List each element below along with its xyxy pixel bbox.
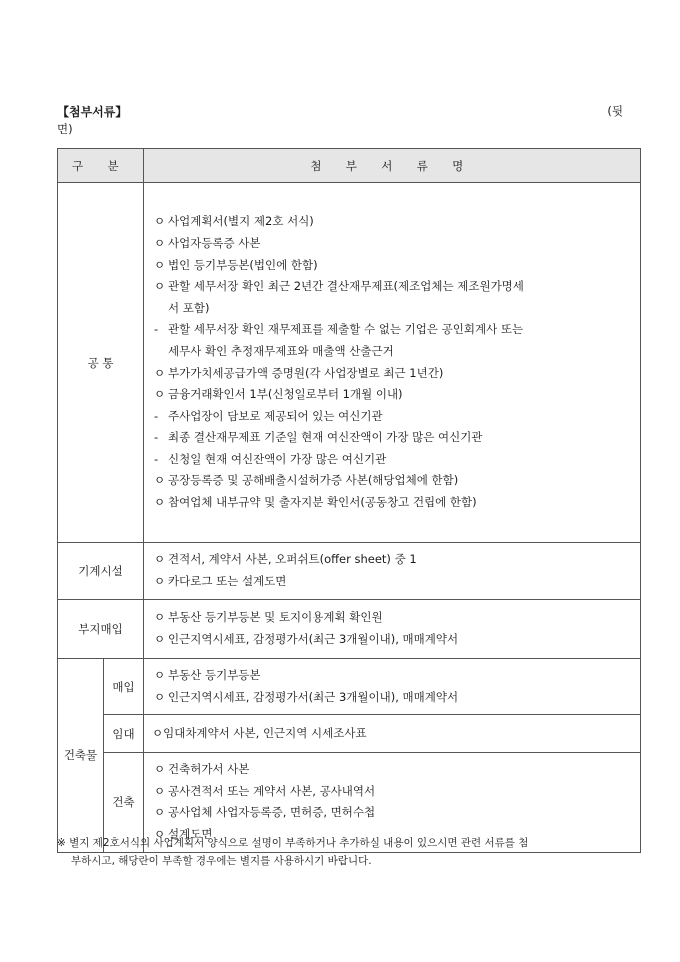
purchase-item-1: 부동산 등기부등본 xyxy=(168,668,261,682)
common-item-4-cont: 서 포함) xyxy=(168,300,210,315)
row-building-lease xyxy=(58,715,641,753)
header-category: 구 분 xyxy=(58,149,144,183)
common-subitem-2: 주사업장이 담보로 제공되어 있는 여신기관 xyxy=(168,408,383,423)
land-item-1: 부동산 등기부등본 및 토지이용계획 확인원 xyxy=(168,610,383,625)
footnote xyxy=(57,834,637,870)
attachment-table xyxy=(57,148,641,853)
subcategory-purchase: 매입 xyxy=(104,659,144,715)
common-item-3: 법인 등기부등본(법인에 한함) xyxy=(168,257,318,272)
lease-doc-list: ㅇ임대차계약서 사본, 인근지역 시세조사표 xyxy=(144,715,641,753)
back-side-label-part1: (뒷 xyxy=(607,104,623,118)
footnote-line-2: 부하시고, 해당란이 부족할 경우에는 별지를 사용하시기 바랍니다. xyxy=(71,855,372,867)
row-land xyxy=(58,600,641,659)
common-doc-list: ㅇ 사업계획서(별지 제2호 서식) ㅇ 사업자등록증 사본 ㅇ 법인 등기부등본(법인에 한함) ㅇ 관할 세무서장 확인 최근 2년간 결산재무제표(제조업체는 제조원가명세 서 포함) - 관할 세무서장 확인 재무제표를 제출할 수 없는 기업은 공인회계사 또는 세무사 확인 추정재무제표와 매출액 산출근거 ㅇ 부가가치세공급가액 증명원(각 사업장별로 최근 1년간) ㅇ 금융거래확인서 1부(신청일로부터 1개월 이내) - 주사업장이 담보로 제공되어 있는 여신기관 - 최종 결산재무제표 기준일 현재 여신잔액이 가장 많은 여신기관 - 신청일 현재 여신잔액이 가장 많은 여신기관 ㅇ 공장등록증 및 공해배출시설허가증 사본(해당업체에 한함) ㅇ 참여업체 내부규약 및 출자지분 확인서(공동창고 건립에 한함) xyxy=(144,183,641,543)
construction-item-3: 공사업체 사업자등록증, 면허증, 면허수첩 xyxy=(168,805,376,820)
purchase-doc-list: ㅇ 부동산 등기부등본 ㅇ 인근지역시세표, 감정평가서(최근 3개월이내), 매매계약서 xyxy=(144,659,641,715)
construction-item-1: 건축허가서 사본 xyxy=(168,762,250,777)
common-item-5: 부가가치세공급가액 증명원(각 사업장별로 최근 1년간) xyxy=(168,365,444,380)
subcategory-lease: 임대 xyxy=(104,715,144,753)
construction-item-2: 공사견적서 또는 계약서 사본, 공사내역서 xyxy=(168,783,376,798)
construction-item-4: 설계도면 xyxy=(168,826,213,841)
common-subitem-3: 최종 결산재무제표 기준일 현재 여신잔액이 가장 많은 여신기관 xyxy=(168,430,483,445)
table-header-row xyxy=(58,149,641,183)
category-common: 공 통 xyxy=(58,183,144,543)
common-item-8: 참여업체 내부규약 및 출자지분 확인서(공동창고 건립에 한함) xyxy=(168,495,477,510)
common-item-6: 금융거래확인서 1부(신청일로부터 1개월 이내) xyxy=(168,387,403,402)
row-building-purchase xyxy=(58,659,641,715)
category-building: 건축물 xyxy=(58,659,104,853)
common-item-7: 공장등록증 및 공해배출시설허가증 사본(해당업체에 한함) xyxy=(168,473,459,488)
category-machinery: 기계시설 xyxy=(58,543,144,600)
common-item-2: 사업자등록증 사본 xyxy=(168,235,261,250)
common-item-1: 사업계획서(별지 제2호 서식) xyxy=(168,214,314,229)
category-land: 부지매입 xyxy=(58,600,144,659)
back-side-label-part2: 면) xyxy=(57,122,73,136)
common-subitem-1: 관할 세무서장 확인 재무제표를 제출할 수 없는 기업은 공인회계사 또는 xyxy=(168,322,524,337)
lease-item-1: 임대차계약서 사본, 인근지역 시세조사표 xyxy=(163,725,367,740)
common-item-4: 관할 세무서장 확인 최근 2년간 결산재무제표(제조업체는 제조원가명세 xyxy=(168,279,524,294)
construction-doc-list: ㅇ 건축허가서 사본 ㅇ 공사견적서 또는 계약서 사본, 공사내역서 ㅇ 공사업체 사업자등록증, 면허증, 면허수첩 ㅇ 설계도면 xyxy=(144,753,641,852)
land-doc-list: ㅇ 부동산 등기부등본 및 토지이용계획 확인원 ㅇ 인근지역시세표, 감정평가서(최근 3개월이내), 매매계약서 xyxy=(144,600,641,659)
header-documents: 첨 부 서 류 명 xyxy=(144,149,641,183)
attachment-title: 【첨부서류】 xyxy=(57,105,128,119)
machinery-item-1: 견적서, 계약서 사본, 오퍼쉬트(offer sheet) 중 1 xyxy=(168,552,417,567)
land-item-2: 인근지역시세표, 감정평가서(최근 3개월이내), 매매계약서 xyxy=(168,632,459,646)
row-machinery xyxy=(58,543,641,600)
machinery-item-2: 카다로그 또는 설계도면 xyxy=(168,574,287,588)
common-subitem-1-cont: 세무사 확인 추정재무제표와 매출액 산출근거 xyxy=(168,343,394,358)
common-subitem-4: 신청일 현재 여신잔액이 가장 많은 여신기관 xyxy=(168,451,387,466)
footnote-line-1: ※ 별지 제2호서식의 사업계획서 양식으로 설명이 부족하거나 추가하실 내용이 있으시면 관련 서류를 첨 xyxy=(57,837,529,849)
row-common xyxy=(58,183,641,543)
purchase-item-2: 인근지역시세표, 감정평가서(최근 3개월이내), 매매계약서 xyxy=(168,689,459,704)
attachment-header xyxy=(57,103,623,143)
subcategory-construction: 건축 xyxy=(104,753,144,852)
machinery-doc-list: ㅇ 견적서, 계약서 사본, 오퍼쉬트(offer sheet) 중 1 ㅇ 카다로그 또는 설계도면 xyxy=(144,543,641,600)
